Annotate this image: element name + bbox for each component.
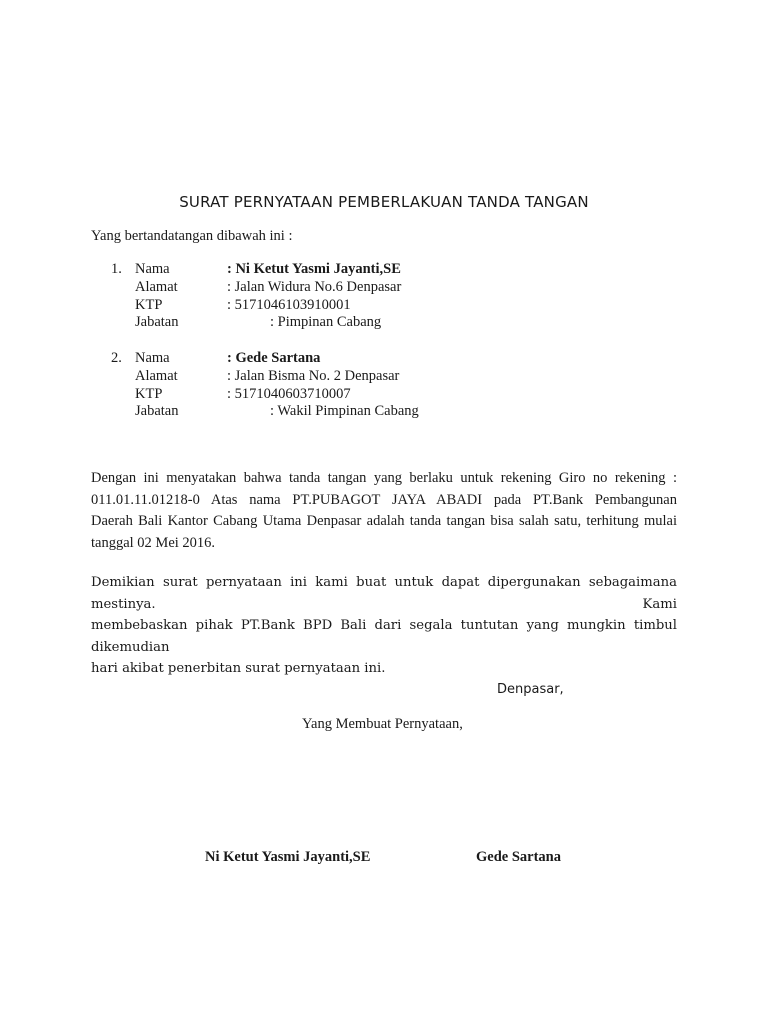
field-value-jabatan: : Pimpinan Cabang bbox=[270, 314, 382, 331]
field-value-ktp: : 5171046103910001 bbox=[227, 296, 351, 313]
opening-line: Yang bertandatangan dibawah ini : bbox=[91, 228, 293, 244]
closing-paragraph bbox=[91, 572, 677, 680]
field-label-alamat: Alamat bbox=[135, 278, 178, 295]
field-label-jabatan: Jabatan bbox=[135, 403, 179, 420]
signatory-name-1: Ni Ketut Yasmi Jayanti,SE bbox=[205, 849, 371, 865]
field-value-jabatan: : Wakil Pimpinan Cabang bbox=[270, 403, 419, 420]
field-label-nama: Nama bbox=[135, 261, 170, 277]
paragraph-line: hari akibat penerbitan surat pernyataan ini. bbox=[91, 661, 386, 677]
paragraph-line: Demikian surat pernyataan ini kami buat untuk dapat dipergunakan sebagaimana mestinya. Kami bbox=[91, 575, 677, 612]
paragraph-line: tanggal 02 Mei 2016. bbox=[91, 534, 216, 551]
paragraph-line: 011.01.11.01218-0 Atas nama PT.PUBAGOT JAYA ABADI pada PT.Bank Pembangunan bbox=[91, 491, 677, 508]
document-title: SURAT PERNYATAAN PEMBERLAKUAN TANDA TANGAN bbox=[179, 193, 589, 211]
field-value-nama: : Ni Ketut Yasmi Jayanti,SE bbox=[227, 261, 401, 277]
statement-maker-label: Yang Membuat Pernyataan, bbox=[302, 716, 463, 732]
field-label-ktp: KTP bbox=[135, 385, 163, 402]
signatory-name-2: Gede Sartana bbox=[476, 849, 561, 865]
field-value-alamat: : Jalan Bisma No. 2 Denpasar bbox=[227, 367, 400, 384]
list-number: 1. bbox=[111, 261, 122, 277]
place-date: Denpasar, bbox=[497, 682, 564, 697]
field-value-alamat: : Jalan Widura No.6 Denpasar bbox=[227, 278, 402, 295]
paragraph-line: Dengan ini menyatakan bahwa tanda tangan yang berlaku untuk rekening Giro no rekening : bbox=[91, 470, 677, 486]
paragraph-line: Daerah Bali Kantor Cabang Utama Denpasar adalah tanda tangan bisa salah satu, terhitung mulai bbox=[91, 513, 677, 530]
field-value-nama: : Gede Sartana bbox=[227, 350, 321, 366]
field-label-jabatan: Jabatan bbox=[135, 314, 179, 331]
list-number: 2. bbox=[111, 350, 122, 366]
paragraph-line: membebaskan pihak PT.Bank BPD Bali dari segala tuntutan yang mungkin timbul dikemudian bbox=[91, 618, 677, 655]
field-label-ktp: KTP bbox=[135, 296, 163, 313]
field-value-ktp: : 5171040603710007 bbox=[227, 385, 351, 402]
field-label-alamat: Alamat bbox=[135, 367, 178, 384]
field-label-nama: Nama bbox=[135, 350, 170, 366]
statement-paragraph bbox=[91, 468, 677, 554]
